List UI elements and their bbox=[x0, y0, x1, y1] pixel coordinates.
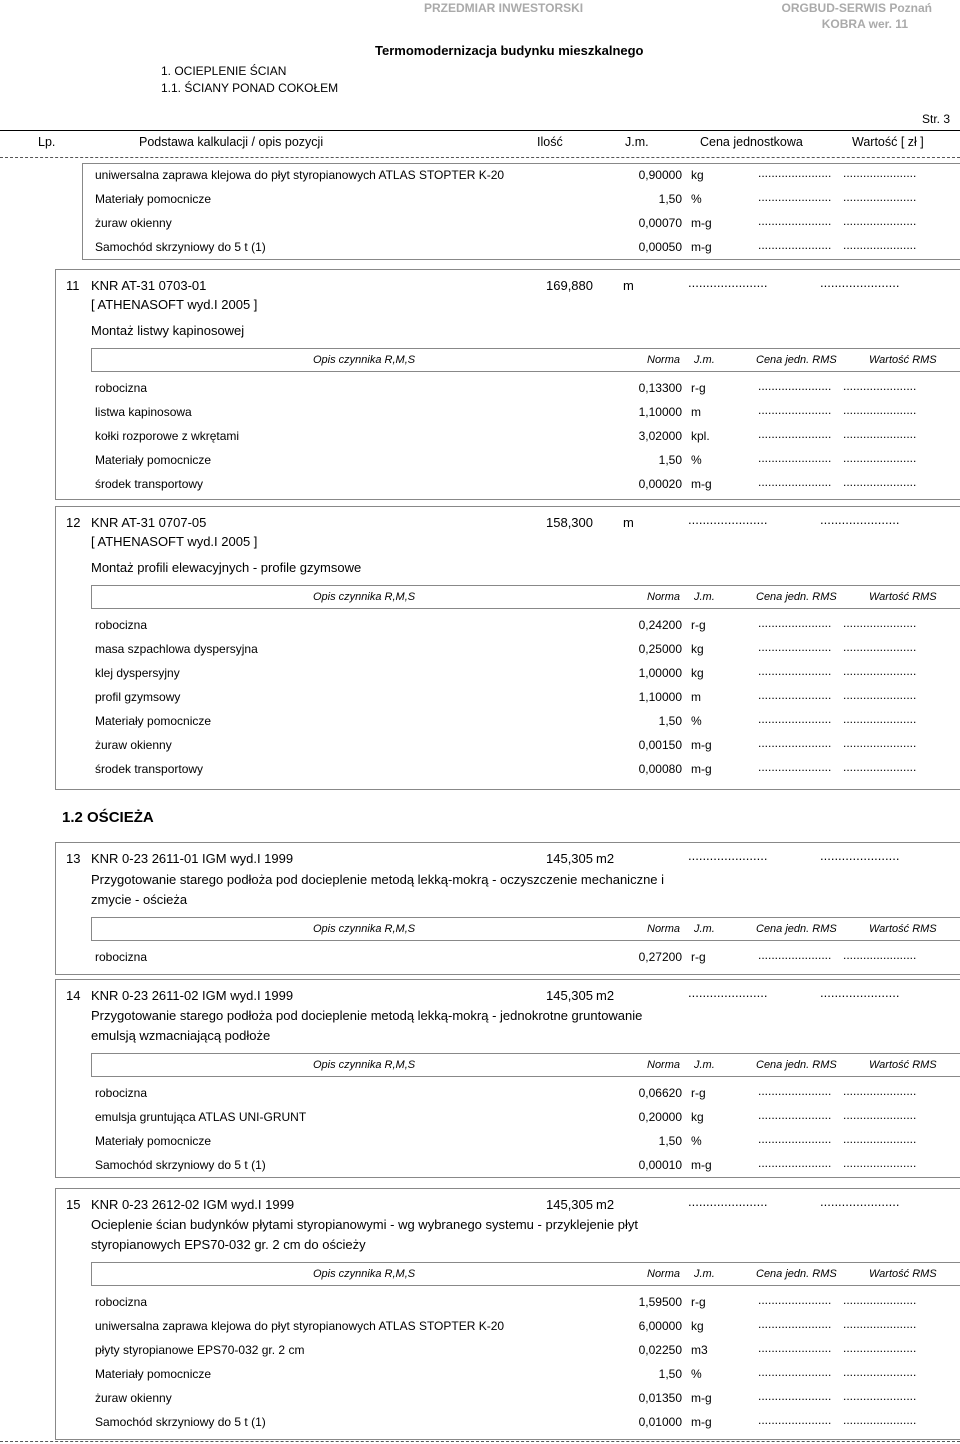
sub-col-unit: J.m. bbox=[694, 591, 715, 603]
sub-col-factor: Opis czynnika R,M,S bbox=[313, 354, 416, 366]
resource-unit: m bbox=[691, 690, 701, 704]
resource-price: ...................... bbox=[758, 760, 832, 774]
sub-col-norm: Norma bbox=[647, 923, 681, 935]
resource-price: ...................... bbox=[758, 1413, 832, 1427]
resource-name: Samochód skrzyniowy do 5 t (1) bbox=[95, 240, 266, 254]
resource-unit: m3 bbox=[691, 1343, 708, 1357]
sub-col-price: Cena jedn. RMS bbox=[756, 1059, 837, 1071]
header-rule-top bbox=[0, 130, 960, 131]
resource-price: ...................... bbox=[758, 1132, 832, 1146]
resource-value: ...................... bbox=[843, 1156, 917, 1170]
resource-name: uniwersalna zaprawa klejowa do płyt styropianowych ATLAS STOPTER K-20 bbox=[95, 1319, 505, 1333]
resource-norm: 1,10000 bbox=[638, 690, 682, 704]
sub-col-unit: J.m. bbox=[694, 1059, 715, 1071]
header-rule-bottom bbox=[0, 157, 960, 158]
resource-name: emulsja gruntująca ATLAS UNI-GRUNT bbox=[95, 1110, 307, 1124]
resource-price: ...................... bbox=[758, 1108, 832, 1122]
item-14-qty: 145,305 bbox=[546, 988, 593, 1003]
resource-price: ...................... bbox=[758, 427, 832, 441]
resource-value: ...................... bbox=[843, 1108, 917, 1122]
item-12-value: ...................... bbox=[820, 512, 900, 527]
resource-norm: 1,00000 bbox=[638, 666, 682, 680]
page-bottom-rule bbox=[0, 1441, 960, 1442]
resource-name: Materiały pomocnicze bbox=[95, 714, 212, 728]
resource-price: ...................... bbox=[758, 451, 832, 465]
resource-norm: 1,50 bbox=[658, 1134, 682, 1148]
resource-name: Materiały pomocnicze bbox=[95, 1367, 212, 1381]
resource-price: ...................... bbox=[758, 688, 832, 702]
resource-norm: 0,20000 bbox=[638, 1110, 682, 1124]
col-unit: J.m. bbox=[625, 135, 649, 149]
resource-value: ...................... bbox=[843, 712, 917, 726]
resource-name: żuraw okienny bbox=[95, 1391, 172, 1405]
sub-col-value: Wartość RMS bbox=[869, 354, 937, 366]
resource-norm: 0,01000 bbox=[638, 1415, 682, 1429]
resource-value: ...................... bbox=[843, 1317, 917, 1331]
resource-value: ...................... bbox=[843, 475, 917, 489]
resource-norm: 0,01350 bbox=[638, 1391, 682, 1405]
resource-norm: 0,24200 bbox=[638, 618, 682, 632]
item-14-desc-2: emulsją wzmacniającą podłoże bbox=[91, 1028, 271, 1043]
item-15-code: KNR 0-23 2612-02 IGM wyd.I 1999 bbox=[91, 1197, 295, 1212]
item-11-unit: m bbox=[623, 278, 634, 293]
item-14-no: 14 bbox=[66, 988, 81, 1003]
resource-name: robocizna bbox=[95, 381, 148, 395]
item-14-code: KNR 0-23 2611-02 IGM wyd.I 1999 bbox=[91, 988, 294, 1003]
resource-price: ...................... bbox=[758, 736, 832, 750]
sub-col-value: Wartość RMS bbox=[869, 923, 937, 935]
resource-name: robocizna bbox=[95, 1295, 148, 1309]
item-15-desc-2: styropianowych EPS70-032 gr. 2 cm do ościeży bbox=[91, 1237, 366, 1252]
resource-price: ...................... bbox=[758, 166, 832, 180]
resource-name: Materiały pomocnicze bbox=[95, 453, 212, 467]
resource-price: ...................... bbox=[758, 1293, 832, 1307]
col-unit-price: Cena jednostkowa bbox=[700, 135, 803, 149]
item-15-value: ...................... bbox=[820, 1194, 900, 1209]
page-number: Str. 3 bbox=[921, 112, 950, 126]
item-13-qty: 145,305 bbox=[546, 851, 593, 866]
sub-col-price: Cena jedn. RMS bbox=[756, 591, 837, 603]
resource-unit: r-g bbox=[691, 950, 706, 964]
resource-value: ...................... bbox=[843, 190, 917, 204]
resource-name: robocizna bbox=[95, 1086, 148, 1100]
item-11-value: ...................... bbox=[820, 275, 900, 290]
item-11-price: ...................... bbox=[688, 275, 768, 290]
document-title: Termomodernizacja budynku mieszkalnego bbox=[375, 43, 644, 58]
resource-norm: 3,02000 bbox=[638, 429, 682, 443]
resource-value: ...................... bbox=[843, 1132, 917, 1146]
company-name: ORGBUD-SERWIS Poznań bbox=[781, 1, 932, 15]
resource-unit: m-g bbox=[691, 1391, 712, 1405]
col-lp: Lp. bbox=[38, 135, 56, 149]
resource-norm: 1,50 bbox=[658, 1367, 682, 1381]
item-13-code: KNR 0-23 2611-01 IGM wyd.I 1999 bbox=[91, 851, 294, 866]
resource-norm: 1,59500 bbox=[638, 1295, 682, 1309]
resource-value: ...................... bbox=[843, 451, 917, 465]
item-14-unit: m2 bbox=[596, 988, 615, 1003]
item-11-desc: Montaż listwy kapinosowej bbox=[91, 323, 245, 338]
sub-col-norm: Norma bbox=[647, 591, 681, 603]
resource-unit: m-g bbox=[691, 762, 712, 776]
resource-unit: m bbox=[691, 405, 701, 419]
resource-value: ...................... bbox=[843, 1365, 917, 1379]
resource-value: ...................... bbox=[843, 1084, 917, 1098]
resource-price: ...................... bbox=[758, 640, 832, 654]
item-14-value: ...................... bbox=[820, 985, 900, 1000]
resource-price: ...................... bbox=[758, 1084, 832, 1098]
sub-col-price: Cena jedn. RMS bbox=[756, 354, 837, 366]
sub-col-unit: J.m. bbox=[694, 354, 715, 366]
resource-norm: 0,00070 bbox=[638, 216, 682, 230]
resource-norm: 0,00020 bbox=[638, 477, 682, 491]
resource-price: ...................... bbox=[758, 1317, 832, 1331]
resource-norm: 0,00080 bbox=[638, 762, 682, 776]
col-qty: Ilość bbox=[537, 135, 563, 149]
item-13-no: 13 bbox=[66, 851, 81, 866]
resource-name: środek transportowy bbox=[95, 762, 204, 776]
section-heading-1-1: 1.1. ŚCIANY PONAD COKOŁEM bbox=[161, 81, 339, 95]
resource-name: Materiały pomocnicze bbox=[95, 192, 212, 206]
resource-value: ...................... bbox=[843, 1341, 917, 1355]
resource-norm: 6,00000 bbox=[638, 1319, 682, 1333]
sub-col-factor: Opis czynnika R,M,S bbox=[313, 1268, 416, 1280]
resource-unit: % bbox=[691, 1134, 702, 1148]
resource-name: Samochód skrzyniowy do 5 t (1) bbox=[95, 1415, 266, 1429]
resource-unit: m-g bbox=[691, 477, 712, 491]
resource-unit: % bbox=[691, 453, 702, 467]
resource-unit: kg bbox=[691, 168, 704, 182]
item-13-price: ...................... bbox=[688, 848, 768, 863]
sub-col-value: Wartość RMS bbox=[869, 591, 937, 603]
item-15-unit: m2 bbox=[596, 1197, 615, 1212]
resource-value: ...................... bbox=[843, 688, 917, 702]
resource-norm: 0,00010 bbox=[638, 1158, 682, 1172]
resource-name: uniwersalna zaprawa klejowa do płyt styropianowych ATLAS STOPTER K-20 bbox=[95, 168, 505, 182]
resource-unit: kpl. bbox=[691, 429, 710, 443]
resource-name: Samochód skrzyniowy do 5 t (1) bbox=[95, 1158, 266, 1172]
item-12-no: 12 bbox=[66, 515, 81, 530]
resource-unit: kg bbox=[691, 1319, 704, 1333]
item-15-desc-1: Ocieplenie ścian budynków płytami styropianowymi - wg wybranego systemu - przyklejenie płyt bbox=[91, 1217, 638, 1232]
sub-col-factor: Opis czynnika R,M,S bbox=[313, 591, 416, 603]
item-14-desc-1: Przygotowanie starego podłoża pod docieplenie metodą lekką-mokrą - jednokrotne gruntowanie bbox=[91, 1008, 643, 1023]
resource-unit: kg bbox=[691, 1110, 704, 1124]
resource-unit: r-g bbox=[691, 1086, 706, 1100]
sub-col-price: Cena jedn. RMS bbox=[756, 923, 837, 935]
col-value: Wartość [ zł ] bbox=[852, 135, 924, 149]
resource-value: ...................... bbox=[843, 427, 917, 441]
resource-value: ...................... bbox=[843, 166, 917, 180]
resource-price: ...................... bbox=[758, 616, 832, 630]
resource-name: Materiały pomocnicze bbox=[95, 1134, 212, 1148]
resource-value: ...................... bbox=[843, 1389, 917, 1403]
sub-col-factor: Opis czynnika R,M,S bbox=[313, 1059, 416, 1071]
resource-unit: m-g bbox=[691, 240, 712, 254]
item-11-catalog: [ ATHENASOFT wyd.I 2005 ] bbox=[91, 297, 258, 312]
resource-unit: m-g bbox=[691, 1158, 712, 1172]
resource-unit: r-g bbox=[691, 1295, 706, 1309]
resource-name: żuraw okienny bbox=[95, 738, 172, 752]
resource-norm: 0,90000 bbox=[638, 168, 682, 182]
resource-name: płyty styropianowe EPS70-032 gr. 2 cm bbox=[95, 1343, 305, 1357]
item-12-unit: m bbox=[623, 515, 634, 530]
software-version: KOBRA wer. 11 bbox=[821, 17, 908, 31]
resource-price: ...................... bbox=[758, 403, 832, 417]
sub-col-price: Cena jedn. RMS bbox=[756, 1268, 837, 1280]
resource-value: ...................... bbox=[843, 760, 917, 774]
resource-norm: 1,10000 bbox=[638, 405, 682, 419]
resource-price: ...................... bbox=[758, 948, 832, 962]
resource-price: ...................... bbox=[758, 1156, 832, 1170]
item-12-catalog: [ ATHENASOFT wyd.I 2005 ] bbox=[91, 534, 258, 549]
resource-price: ...................... bbox=[758, 379, 832, 393]
resource-unit: m-g bbox=[691, 1415, 712, 1429]
resource-price: ...................... bbox=[758, 1365, 832, 1379]
resource-price: ...................... bbox=[758, 1389, 832, 1403]
sub-col-value: Wartość RMS bbox=[869, 1059, 937, 1071]
resource-name: robocizna bbox=[95, 950, 148, 964]
sub-col-factor: Opis czynnika R,M,S bbox=[313, 923, 416, 935]
resource-unit: kg bbox=[691, 666, 704, 680]
resource-price: ...................... bbox=[758, 214, 832, 228]
item-13-value: ...................... bbox=[820, 848, 900, 863]
item-12-price: ...................... bbox=[688, 512, 768, 527]
resource-price: ...................... bbox=[758, 1341, 832, 1355]
sub-col-unit: J.m. bbox=[694, 923, 715, 935]
resource-name: kołki rozporowe z wkrętami bbox=[95, 429, 240, 443]
resource-unit: r-g bbox=[691, 618, 706, 632]
resource-name: masa szpachlowa dyspersyjna bbox=[95, 642, 258, 656]
resource-price: ...................... bbox=[758, 475, 832, 489]
resource-price: ...................... bbox=[758, 712, 832, 726]
item-15-price: ...................... bbox=[688, 1194, 768, 1209]
item-12-qty: 158,300 bbox=[546, 515, 593, 530]
item-11-code: KNR AT-31 0703-01 bbox=[91, 278, 207, 293]
resource-value: ...................... bbox=[843, 664, 917, 678]
section-heading-1: 1. OCIEPLENIE ŚCIAN bbox=[161, 64, 287, 78]
resource-value: ...................... bbox=[843, 238, 917, 252]
resource-value: ...................... bbox=[843, 1293, 917, 1307]
col-basis: Podstawa kalkulacji / opis pozycji bbox=[139, 135, 324, 149]
item-12-code: KNR AT-31 0707-05 bbox=[91, 515, 207, 530]
resource-name: listwa kapinosowa bbox=[95, 405, 192, 419]
item-15-qty: 145,305 bbox=[546, 1197, 593, 1212]
resource-norm: 1,50 bbox=[658, 714, 682, 728]
resource-unit: % bbox=[691, 192, 702, 206]
resource-name: klej dyspersyjny bbox=[95, 666, 180, 680]
resource-norm: 1,50 bbox=[658, 192, 682, 206]
item-12-desc: Montaż profili elewacyjnych - profile gzymsowe bbox=[91, 560, 362, 575]
resource-value: ...................... bbox=[843, 640, 917, 654]
resource-norm: 1,50 bbox=[658, 453, 682, 467]
resource-name: robocizna bbox=[95, 618, 148, 632]
sub-col-unit: J.m. bbox=[694, 1268, 715, 1280]
resource-norm: 0,25000 bbox=[638, 642, 682, 656]
sub-col-norm: Norma bbox=[647, 1059, 681, 1071]
item-13-unit: m2 bbox=[596, 851, 615, 866]
sub-col-value: Wartość RMS bbox=[869, 1268, 937, 1280]
resource-unit: r-g bbox=[691, 381, 706, 395]
resource-value: ...................... bbox=[843, 379, 917, 393]
item-13-desc-1: Przygotowanie starego podłoża pod docieplenie metodą lekką-mokrą - oczyszczenie mechaniczne i bbox=[91, 872, 665, 887]
item-11-qty: 169,880 bbox=[546, 278, 593, 293]
resource-value: ...................... bbox=[843, 214, 917, 228]
resource-unit: kg bbox=[691, 642, 704, 656]
resource-price: ...................... bbox=[758, 238, 832, 252]
item-11-no: 11 bbox=[66, 278, 80, 293]
doc-type: PRZEDMIAR INWESTORSKI bbox=[424, 1, 584, 15]
resource-value: ...................... bbox=[843, 1413, 917, 1427]
resource-name: żuraw okienny bbox=[95, 216, 172, 230]
resource-price: ...................... bbox=[758, 190, 832, 204]
sub-col-norm: Norma bbox=[647, 354, 681, 366]
resource-norm: 0,27200 bbox=[638, 950, 682, 964]
resource-name: profil gzymsowy bbox=[95, 690, 181, 704]
item-14-price: ...................... bbox=[688, 985, 768, 1000]
resource-unit: % bbox=[691, 714, 702, 728]
resource-value: ...................... bbox=[843, 948, 917, 962]
resource-value: ...................... bbox=[843, 403, 917, 417]
resource-unit: m-g bbox=[691, 216, 712, 230]
item-15-no: 15 bbox=[66, 1197, 81, 1212]
resource-norm: 0,13300 bbox=[638, 381, 682, 395]
resource-norm: 0,00150 bbox=[638, 738, 682, 752]
resource-unit: % bbox=[691, 1367, 702, 1381]
resource-name: środek transportowy bbox=[95, 477, 204, 491]
item-13-desc-2: zmycie - ościeża bbox=[91, 892, 188, 907]
resource-unit: m-g bbox=[691, 738, 712, 752]
resource-value: ...................... bbox=[843, 736, 917, 750]
resource-value: ...................... bbox=[843, 616, 917, 630]
sub-col-norm: Norma bbox=[647, 1268, 681, 1280]
resource-price: ...................... bbox=[758, 664, 832, 678]
resource-norm: 0,02250 bbox=[638, 1343, 682, 1357]
resource-norm: 0,06620 bbox=[638, 1086, 682, 1100]
section-heading-1-2: 1.2 OŚCIEŻA bbox=[62, 809, 154, 826]
resource-norm: 0,00050 bbox=[638, 240, 682, 254]
